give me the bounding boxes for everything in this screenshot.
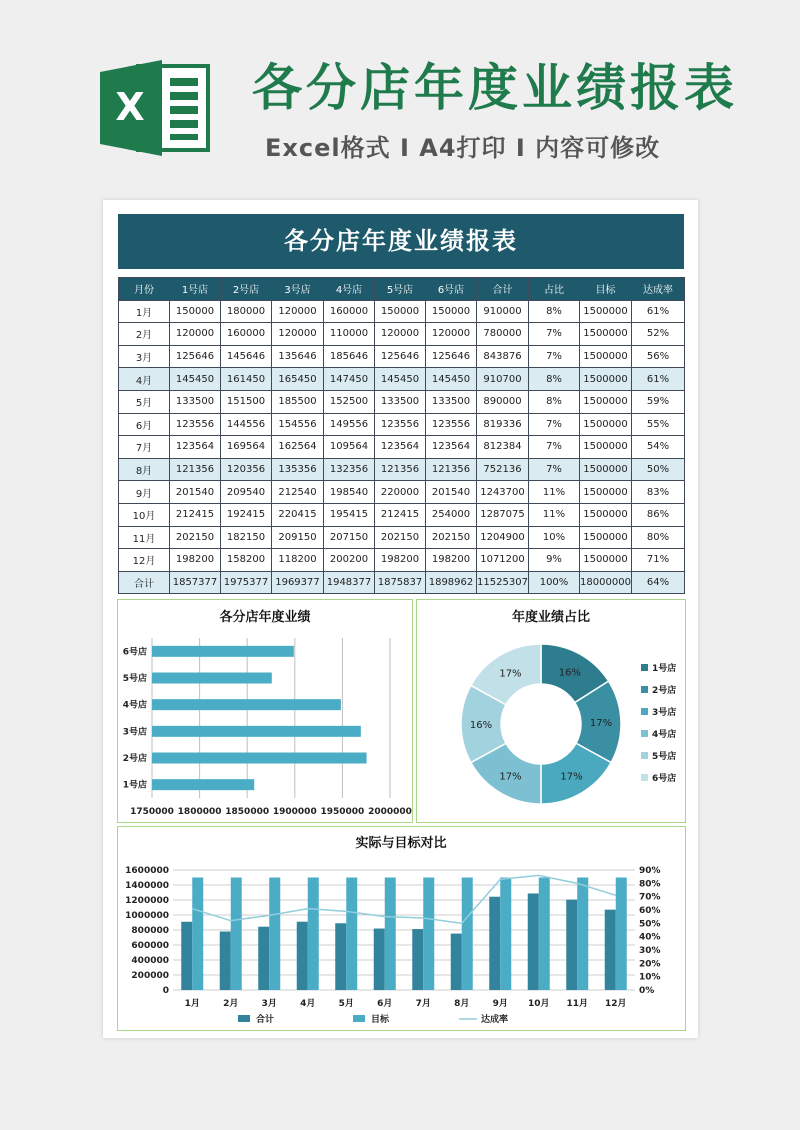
table-cell: 1500000 [580,458,632,481]
table-cell: 2月 [119,323,170,346]
table-cell: 198200 [426,549,477,572]
table-cell: 220000 [375,481,426,504]
column-header: 目标 [580,278,632,301]
y-tick-label: 200000 [131,971,169,981]
table-cell: 182150 [221,526,272,549]
table-cell: 55% [632,413,685,436]
table-cell: 123564 [426,436,477,459]
table-row [119,413,685,436]
table-cell: 56% [632,345,685,368]
table-cell: 1500000 [580,368,632,391]
table-cell: 118200 [272,549,324,572]
slice-label: 16% [469,720,493,731]
table-cell: 1204900 [477,526,529,549]
table-cell: 843876 [477,345,529,368]
table-cell: 752136 [477,458,529,481]
legend-swatch [641,686,648,693]
table-cell: 1500000 [580,481,632,504]
store-performance-chart-panel [117,599,413,823]
table-cell: 1898962 [426,571,477,594]
table-cell: 1243700 [477,481,529,504]
table-cell: 109564 [324,436,375,459]
table-cell: 1500000 [580,526,632,549]
table-row [119,503,685,526]
table-cell: 7% [529,345,580,368]
bar [462,878,473,991]
actual-vs-target-chart [118,827,685,1030]
table-cell: 5月 [119,390,170,413]
table-cell: 1500000 [580,436,632,459]
bar [539,878,550,991]
slice-label: 17% [499,771,522,783]
y-tick-label: 1号店 [122,780,147,791]
legend-label: 1号店 [652,664,677,674]
slice-label: 17% [560,771,583,783]
table-cell: 1071200 [477,549,529,572]
bar [346,878,357,991]
x-tick-label: 8月 [454,999,470,1009]
x-tick-label: 2月 [223,999,239,1009]
table-cell: 59% [632,390,685,413]
x-tick-label: 1900000 [272,807,317,817]
x-tick-label: 12月 [604,999,627,1009]
bar [192,878,203,991]
table-cell: 120000 [426,323,477,346]
x-tick-label: 1850000 [225,807,270,817]
table-cell: 83% [632,481,685,504]
page-subtitle: Excel格式 I A4打印 I 内容可修改 [265,134,661,162]
table-cell: 150000 [170,300,221,323]
report-title: 各分店年度业绩报表 [118,214,684,269]
table-cell: 192415 [221,503,272,526]
table-cell: 1500000 [580,503,632,526]
table-cell: 207150 [324,526,375,549]
table-cell: 202150 [375,526,426,549]
table-cell: 110000 [324,323,375,346]
table-cell: 1500000 [580,413,632,436]
table-cell: 145450 [426,368,477,391]
table-cell: 132356 [324,458,375,481]
legend-label: 达成率 [481,1015,509,1025]
table-cell: 198200 [170,549,221,572]
table-cell: 7% [529,458,580,481]
table-cell: 180000 [221,300,272,323]
bar [231,878,242,991]
table-cell: 150000 [426,300,477,323]
table-cell: 254000 [426,503,477,526]
legend-swatch [641,774,648,781]
table-cell: 7月 [119,436,170,459]
table-cell: 8% [529,390,580,413]
table-cell: 133500 [426,390,477,413]
table-cell: 150000 [375,300,426,323]
bar [152,673,272,684]
y-tick-label: 5号店 [122,674,147,684]
column-header: 2号店 [221,278,272,301]
table-cell: 169564 [221,436,272,459]
table-cell: 86% [632,503,685,526]
table-cell: 780000 [477,323,529,346]
x-tick-label: 10月 [527,999,550,1009]
table-cell: 212415 [170,503,221,526]
table-cell: 125646 [170,345,221,368]
bar [297,922,308,990]
table-cell: 1975377 [221,571,272,594]
x-tick-label: 5月 [338,999,354,1009]
chart-title: 各分店年度业绩 [219,610,311,625]
bar [423,878,434,991]
table-cell: 10% [529,526,580,549]
bar [220,932,231,991]
table-cell: 7% [529,323,580,346]
table-cell: 1月 [119,300,170,323]
column-header: 5号店 [375,278,426,301]
bar [181,922,192,990]
bar [577,878,588,991]
table-cell: 162564 [272,436,324,459]
table-cell: 202150 [426,526,477,549]
table-cell: 3月 [119,345,170,368]
table-cell: 80% [632,526,685,549]
column-header: 达成率 [632,278,685,301]
bar [308,878,319,991]
table-cell: 123564 [170,436,221,459]
table-cell: 1287075 [477,503,529,526]
table-cell: 145450 [375,368,426,391]
bar [605,910,616,990]
slice-label: 17% [499,668,522,680]
slice-label: 16% [558,667,582,679]
legend-swatch [238,1015,250,1022]
table-cell: 135646 [272,345,324,368]
store-performance-chart [118,600,412,822]
table-cell: 11% [529,481,580,504]
table-cell: 910700 [477,368,529,391]
table-cell: 合计 [119,571,170,594]
chart-title: 年度业绩占比 [511,610,591,625]
y-tick-label: 1600000 [125,866,169,876]
bar [385,878,396,991]
y-tick-label: 6号店 [122,647,147,658]
table-cell: 11月 [119,526,170,549]
table-row [119,549,685,572]
table-cell: 201540 [426,481,477,504]
table-cell: 7% [529,436,580,459]
table-cell: 120000 [170,323,221,346]
table-cell: 154556 [272,413,324,436]
table-cell: 212415 [375,503,426,526]
table-cell: 185646 [324,345,375,368]
table-cell: 198540 [324,481,375,504]
table-cell: 200200 [324,549,375,572]
table-cell: 125646 [375,345,426,368]
table-cell: 147450 [324,368,375,391]
table-cell: 50% [632,458,685,481]
bar [258,927,269,990]
column-header: 1号店 [170,278,221,301]
bar [489,897,500,990]
table-cell: 1969377 [272,571,324,594]
y-tick-label: 600000 [131,941,169,951]
x-tick-label: 2000000 [368,807,412,817]
share-chart [417,600,685,822]
table-cell: 120000 [272,323,324,346]
table-cell: 1500000 [580,300,632,323]
table-cell: 198200 [375,549,426,572]
y2-tick-label: 20% [639,959,661,970]
x-tick-label: 6月 [377,999,393,1009]
legend-label: 2号店 [652,686,677,696]
table-cell: 201540 [170,481,221,504]
table-cell: 145450 [170,368,221,391]
table-cell: 1500000 [580,345,632,368]
table-cell: 149556 [324,413,375,436]
y-tick-label: 3号店 [122,727,147,738]
table-cell: 144556 [221,413,272,436]
y2-tick-label: 40% [639,932,661,943]
bar [335,923,346,990]
table-cell: 6月 [119,413,170,436]
table-cell: 4月 [119,368,170,391]
table-cell: 819336 [477,413,529,436]
column-header: 3号店 [272,278,324,301]
table-cell: 12月 [119,549,170,572]
table-cell: 195415 [324,503,375,526]
table-cell: 8% [529,368,580,391]
table-cell: 161450 [221,368,272,391]
table-cell: 160000 [324,300,375,323]
performance-table [118,277,685,594]
bar [566,900,577,990]
y2-tick-label: 80% [639,879,661,890]
column-header: 6号店 [426,278,477,301]
table-cell: 100% [529,571,580,594]
x-tick-label: 9月 [492,999,508,1009]
column-header: 月份 [119,278,170,301]
y-tick-label: 1400000 [125,881,169,891]
table-cell: 220415 [272,503,324,526]
table-cell: 133500 [375,390,426,413]
table-cell: 123556 [170,413,221,436]
line-series [192,875,616,923]
table-cell: 71% [632,549,685,572]
table-cell: 64% [632,571,685,594]
table-row [119,481,685,504]
table-cell: 61% [632,300,685,323]
table-cell: 202150 [170,526,221,549]
bar [451,934,462,990]
table-cell: 52% [632,323,685,346]
y-tick-label: 4号店 [122,700,147,711]
share-chart-panel [416,599,686,823]
y-tick-label: 2号店 [122,754,147,764]
bar [152,779,254,790]
slice-label: 17% [589,718,613,730]
legend-label: 5号店 [652,752,677,762]
bar [152,726,361,737]
actual-vs-target-chart-panel [117,826,686,1031]
legend-label: 目标 [371,1015,390,1025]
y2-tick-label: 50% [639,919,661,930]
table-cell: 209150 [272,526,324,549]
bar [412,929,423,990]
x-tick-label: 4月 [300,999,316,1009]
table-cell: 123564 [375,436,426,459]
table-row [119,300,685,323]
legend-label: 6号店 [652,774,677,784]
bar [152,699,341,710]
table-cell: 812384 [477,436,529,459]
page-title: 各分店年度业绩报表 [252,59,738,117]
bar [374,929,385,990]
table-cell: 123556 [426,413,477,436]
table-cell: 160000 [221,323,272,346]
table-cell: 8% [529,300,580,323]
bar [528,893,539,990]
x-tick-label: 1950000 [320,807,365,817]
column-header: 占比 [529,278,580,301]
table-cell: 54% [632,436,685,459]
y2-tick-label: 10% [639,972,661,983]
table-row [119,323,685,346]
table-cell: 9% [529,549,580,572]
table-cell: 133500 [170,390,221,413]
legend-swatch [641,730,648,737]
table-cell: 1875837 [375,571,426,594]
table-cell: 120356 [221,458,272,481]
table-cell: 8月 [119,458,170,481]
table-cell: 10月 [119,503,170,526]
x-tick-label: 11月 [566,999,589,1009]
table-row [119,458,685,481]
legend-swatch [641,708,648,715]
y2-tick-label: 0% [639,986,655,996]
table-cell: 1500000 [580,323,632,346]
table-cell: 1857377 [170,571,221,594]
table-cell: 18000000 [580,571,632,594]
x-tick-label: 1800000 [177,807,222,817]
x-tick-label: 3月 [261,999,277,1009]
y-tick-label: 400000 [131,956,169,966]
table-cell: 121356 [170,458,221,481]
legend-label: 3号店 [652,708,677,718]
legend-swatch [641,664,648,671]
table-cell: 121356 [375,458,426,481]
table-cell: 9月 [119,481,170,504]
table-cell: 125646 [426,345,477,368]
y-tick-label: 1200000 [125,896,169,906]
x-tick-label: 1750000 [130,807,174,817]
table-cell: 910000 [477,300,529,323]
table-cell: 120000 [375,323,426,346]
table-cell: 121356 [426,458,477,481]
chart-title: 实际与目标对比 [355,836,447,851]
bar [269,878,280,991]
bar [616,878,627,991]
table-cell: 165450 [272,368,324,391]
legend-label: 合计 [256,1015,275,1025]
table-cell: 61% [632,368,685,391]
bar [152,646,294,657]
y-tick-label: 1000000 [125,911,169,921]
table-row [119,390,685,413]
table-cell: 890000 [477,390,529,413]
table-cell: 11525307 [477,571,529,594]
table-cell: 209540 [221,481,272,504]
y2-tick-label: 60% [639,906,661,916]
legend-label: 4号店 [652,730,677,740]
legend-swatch [641,752,648,759]
y2-tick-label: 30% [639,946,661,956]
y2-tick-label: 70% [639,892,661,903]
y-tick-label: 800000 [131,926,169,936]
x-tick-label: 7月 [415,999,431,1009]
table-cell: 120000 [272,300,324,323]
table-cell: 151500 [221,390,272,413]
table-cell: 1500000 [580,549,632,572]
table-cell: 152500 [324,390,375,413]
table-cell: 7% [529,413,580,436]
column-header: 4号店 [324,278,375,301]
column-header: 合计 [477,278,529,301]
y-tick-label: 0 [162,986,169,996]
table-cell: 123556 [375,413,426,436]
bar [500,878,511,991]
table-cell: 1948377 [324,571,375,594]
y2-tick-label: 90% [639,866,661,876]
table-cell: 158200 [221,549,272,572]
table-cell: 135356 [272,458,324,481]
excel-logo-icon [100,58,212,158]
table-row [119,368,685,391]
svg-text:X: X [115,85,145,129]
table-cell: 212540 [272,481,324,504]
table-cell: 145646 [221,345,272,368]
table-cell: 185500 [272,390,324,413]
bar [152,753,367,764]
table-row [119,526,685,549]
table-cell: 11% [529,503,580,526]
total-row [119,571,685,594]
table-row [119,345,685,368]
table-cell: 1500000 [580,390,632,413]
x-tick-label: 1月 [184,999,200,1009]
table-row [119,436,685,459]
legend-swatch [353,1015,365,1022]
